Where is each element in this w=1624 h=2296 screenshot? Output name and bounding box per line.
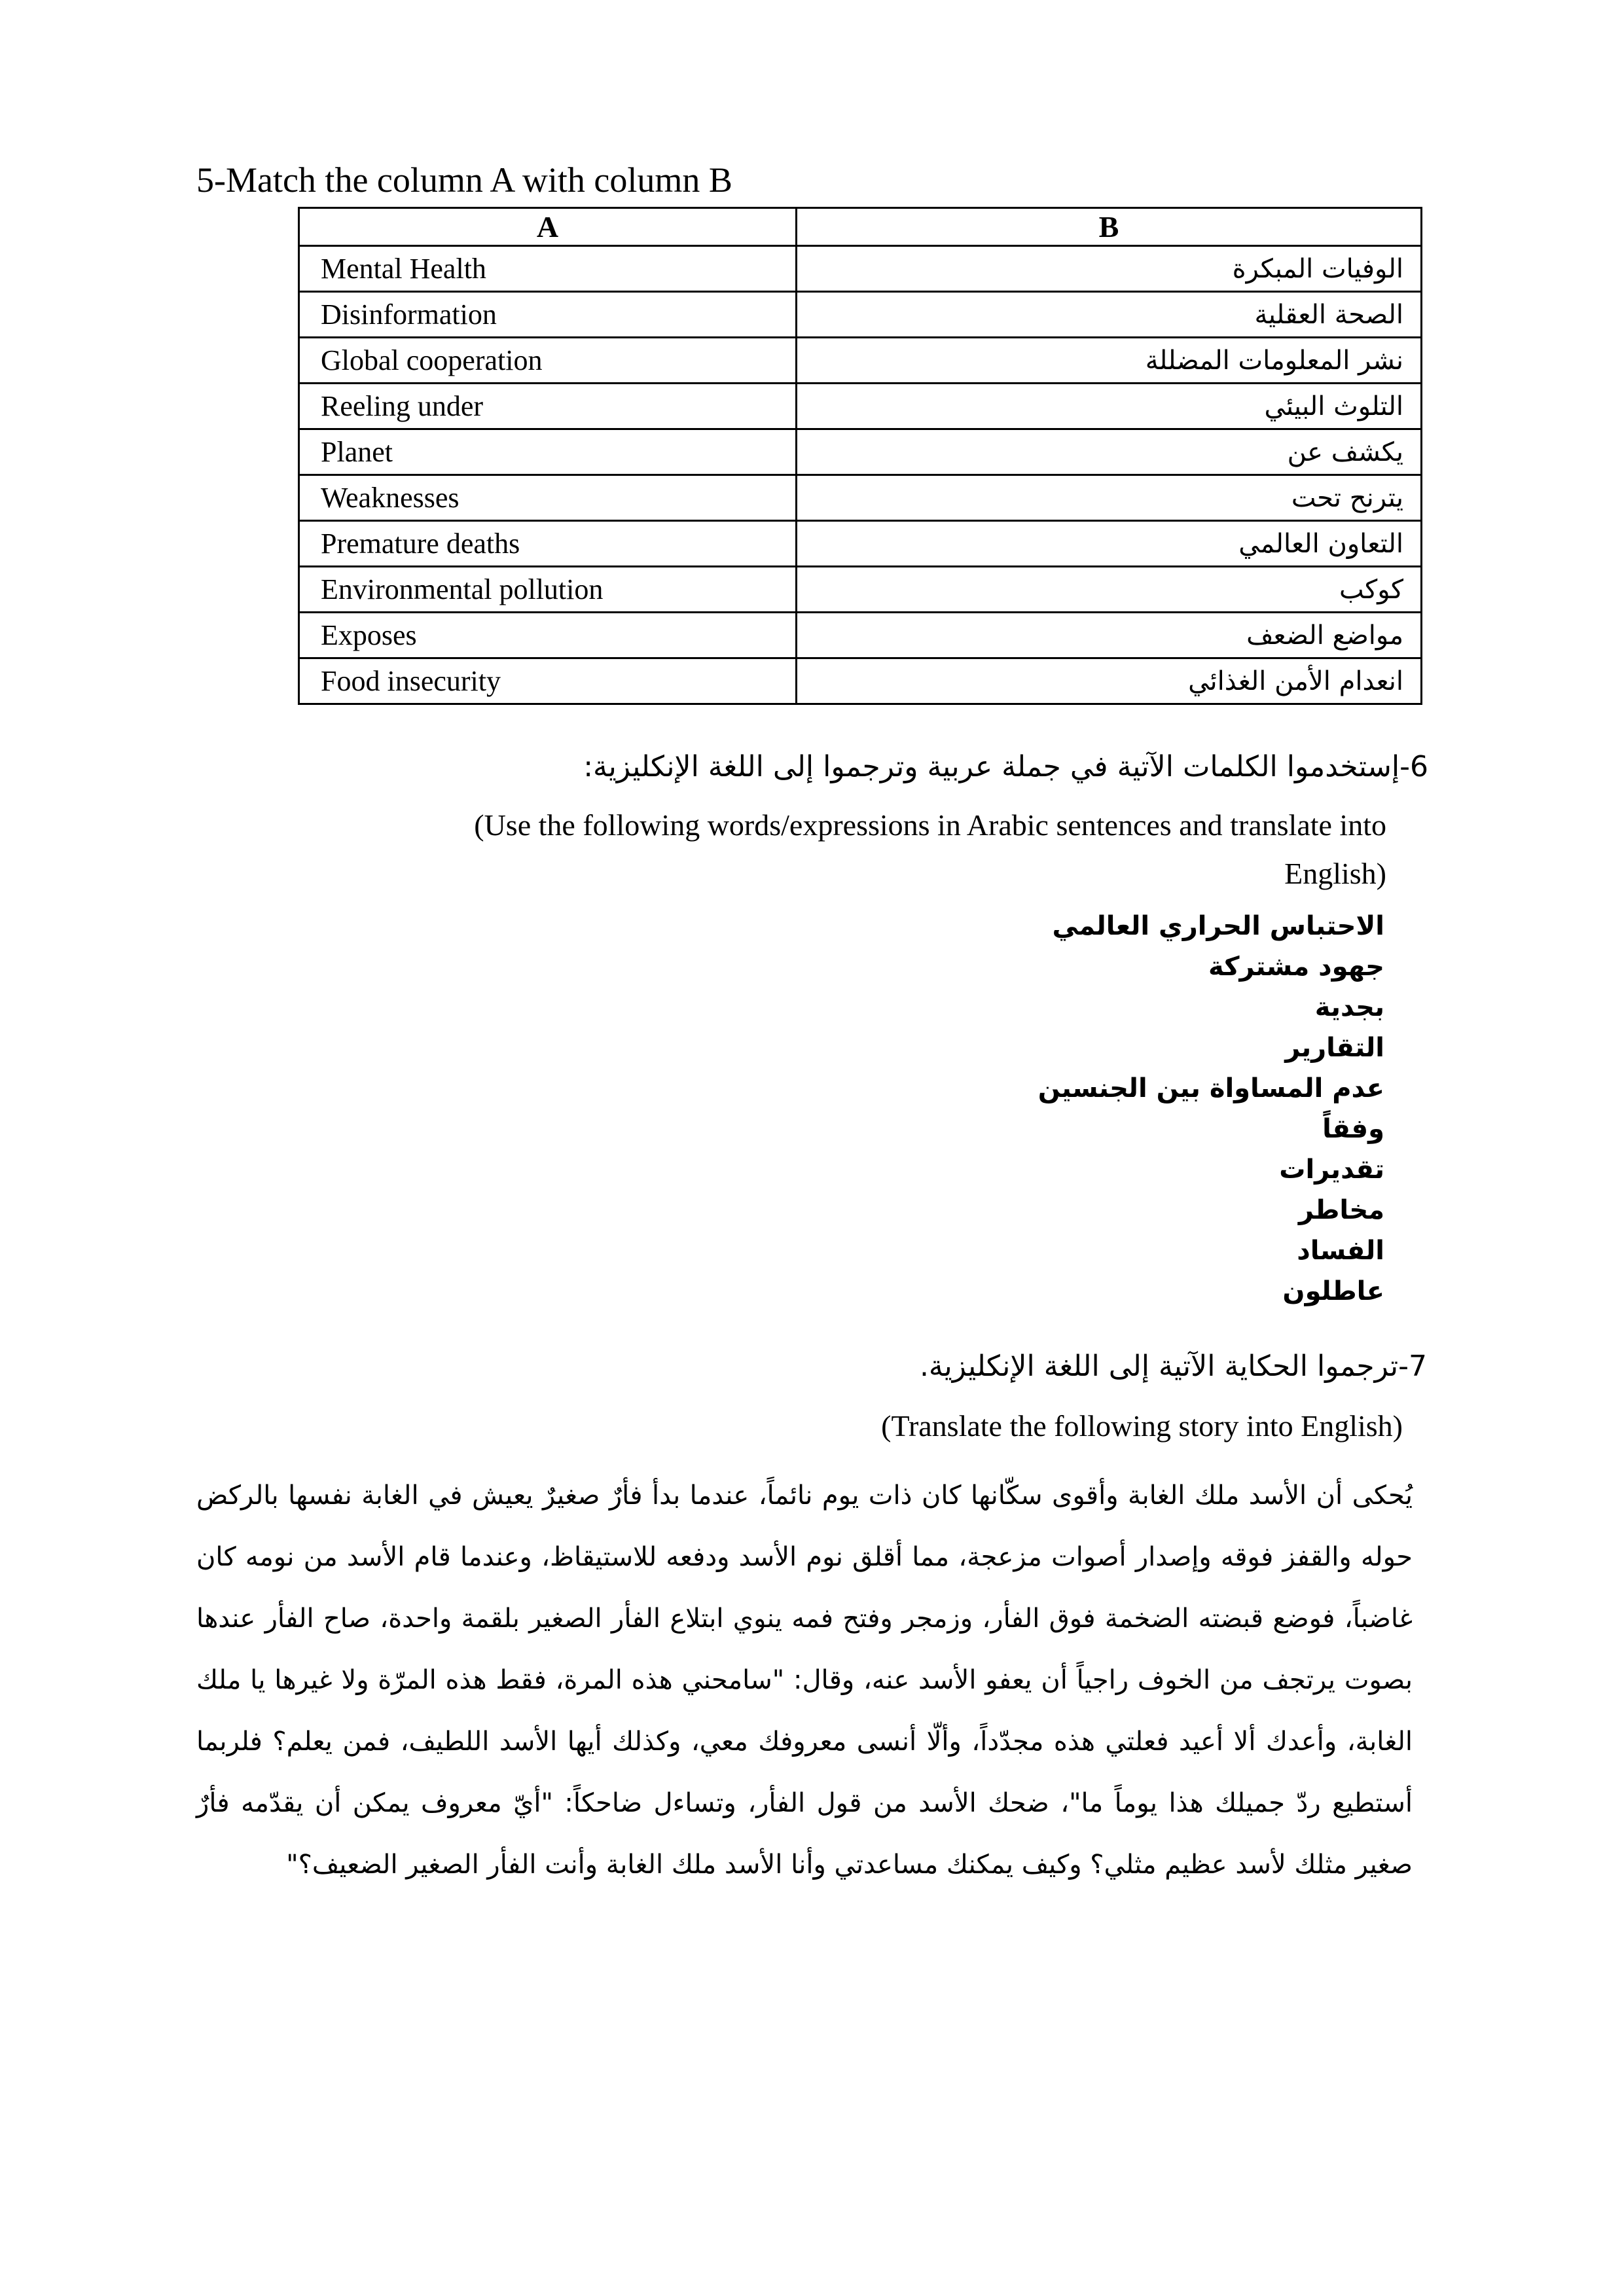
word-item: عاطلون [1282,1276,1384,1306]
column-b-cell: يترنح تحت [797,475,1422,521]
table-row [299,658,1422,704]
q5-title: 5-Match the column A with column B [196,160,732,200]
column-a-cell: Reeling under [299,384,797,429]
column-a-cell: Mental Health [299,246,797,292]
table-header-row [299,208,1422,246]
column-b-cell: الصحة العقلية [797,292,1422,338]
q6-heading-arabic: 6-إستخدموا الكلمات الآتية في جملة عربية وترجموا إلى اللغة الإنكليزية: [583,750,1428,783]
word-item: جهود مشتركة [1208,952,1384,982]
column-b-cell: التعاون العالمي [797,521,1422,567]
column-b-cell: نشر المعلومات المضللة [797,338,1422,384]
column-b-cell: التلوث البيئي [797,384,1422,429]
word-item: الفساد [1297,1236,1384,1266]
story-paragraph: يُحكى أن الأسد ملك الغابة وأقوى سكّانها كان ذات يوم نائماً، عندما بدأ فأرٌ صغيرٌ يعيش في الغابة نفسها بالركض حوله والقفز فوقه وإصدار أصوات مزعجة، مما أقلق نوم الأسد ودفعه للاستيقاظ، وعندما قام الأسد من نومه كان غاضباً، فوضع قبضته الضخمة فوق الفأر، وزمجر وفتح فمه ينوي ابتلاع الفأر الصغير بلقمة واحدة، صاح الفأر عندها بصوت يرتجف من الخوف راجياً أن يعفو الأسد عنه، وقال: "سامحني هذه المرة، فقط هذه المرّة ولا غيرها يا ملك الغابة، وأعدك ألا أعيد فعلتي هذه مجدّداً، وألّا أنسى معروفك معي، وكذلك أيها الأسد اللطيف، فمن يعلم؟ فلربما أستطيع ردّ جميلك هذا يوماً ما"، ضحك الأسد من قول الفأر، وتساءل ضاحكاً: "أيّ معروف يمكن أن يقدّمه فأرٌ صغير مثلك لأسد عظيم مثلي؟ وكيف يمكنك مساعدتي وأنا الأسد ملك الغابة وأنت الفأر الصغير الضعيف؟" [196,1480,1413,1880]
table-row [299,613,1422,658]
q6-heading-english [474,801,1386,898]
column-a-cell: Disinformation [299,292,797,338]
word-item: عدم المساواة بين الجنسين [1038,1073,1384,1103]
column-b-header: B [797,208,1422,246]
column-a-cell: Food insecurity [299,658,797,704]
table-row [299,384,1422,429]
q6-english-line2: English) [1284,857,1386,890]
column-a-header: A [299,208,797,246]
word-item: الاحتباس الحراري العالمي [1052,911,1384,941]
table-row [299,292,1422,338]
q6-word-list [1038,906,1384,1312]
table-row [299,246,1422,292]
word-item: تقديرات [1279,1155,1384,1185]
q5-match-table [298,207,1422,705]
q6-english-line1: (Use the following words/expressions in Arabic sentences and translate into [474,808,1386,842]
column-b-cell: انعدام الأمن الغذائي [797,658,1422,704]
table-row [299,429,1422,475]
q7-heading-english: (Translate the following story into English) [881,1409,1403,1443]
word-item: وفقاً [1322,1114,1384,1144]
column-b-cell: مواضع الضعف [797,613,1422,658]
column-a-cell: Environmental pollution [299,567,797,613]
column-a-cell: Global cooperation [299,338,797,384]
column-a-cell: Exposes [299,613,797,658]
table-row [299,521,1422,567]
word-item: التقارير [1285,1033,1384,1063]
word-item: مخاطر [1298,1195,1384,1225]
word-item: بجدية [1314,992,1384,1022]
column-a-cell: Planet [299,429,797,475]
q7-heading-arabic: 7-ترجموا الحكاية الآتية إلى اللغة الإنكليزية. [919,1350,1427,1383]
column-a-cell: Weaknesses [299,475,797,521]
column-b-cell: يكشف عن [797,429,1422,475]
column-b-cell: الوفيات المبكرة [797,246,1422,292]
column-a-cell: Premature deaths [299,521,797,567]
table-row [299,567,1422,613]
table-row [299,475,1422,521]
table-row [299,338,1422,384]
column-b-cell: كوكب [797,567,1422,613]
